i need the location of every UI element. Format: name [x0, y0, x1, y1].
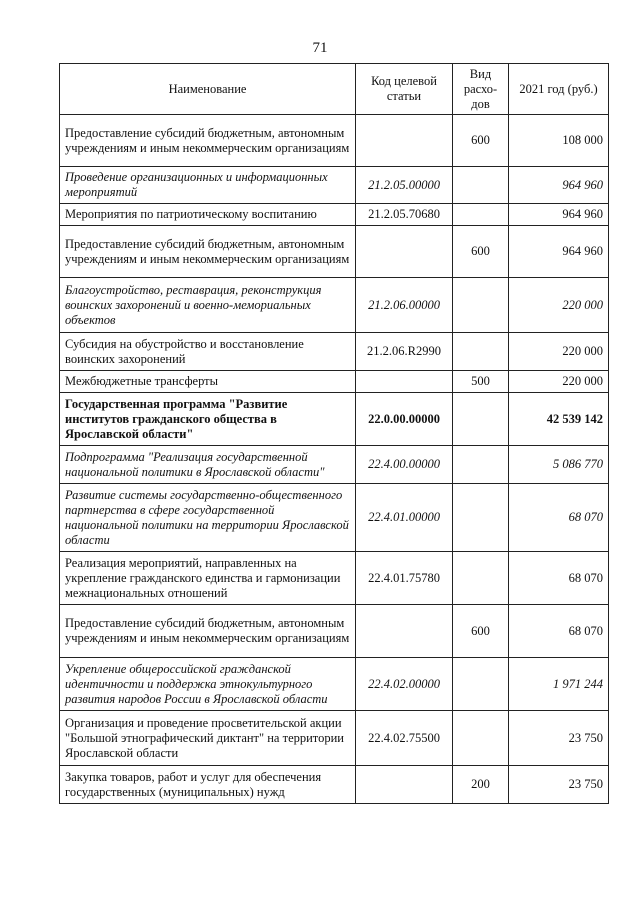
row-name: Предоставление субсидий бюджетным, автономным учреждениям и иным некоммерческим организациям	[60, 605, 356, 658]
row-name: Организация и проведение просветительской акции "Большой этнографический диктант" на территории Ярославской области	[60, 711, 356, 766]
row-amount: 23 750	[509, 766, 609, 804]
row-code: 22.0.00.00000	[356, 393, 453, 446]
table-row	[60, 204, 609, 226]
row-code: 22.4.01.00000	[356, 484, 453, 552]
row-type: 500	[453, 371, 509, 393]
row-amount: 964 960	[509, 167, 609, 204]
row-amount: 964 960	[509, 226, 609, 278]
row-code: 21.2.05.00000	[356, 167, 453, 204]
table-row	[60, 484, 609, 552]
row-name: Развитие системы государственно-общественного партнерства в сфере государственной национальной политики на территории Ярославской области	[60, 484, 356, 552]
row-name: Мероприятия по патриотическому воспитанию	[60, 204, 356, 226]
row-amount: 108 000	[509, 115, 609, 167]
row-amount: 23 750	[509, 711, 609, 766]
row-type	[453, 552, 509, 605]
header-name: Наименование	[60, 64, 356, 115]
row-type	[453, 204, 509, 226]
row-code	[356, 605, 453, 658]
row-amount: 964 960	[509, 204, 609, 226]
row-name: Проведение организационных и информационных мероприятий	[60, 167, 356, 204]
row-type: 200	[453, 766, 509, 804]
header-amount: 2021 год (руб.)	[509, 64, 609, 115]
row-name: Государственная программа "Развитие институтов гражданского общества в Ярославской области"	[60, 393, 356, 446]
row-name: Благоустройство, реставрация, реконструкция воинских захоронений и военно-мемориальных объектов	[60, 278, 356, 333]
row-code	[356, 766, 453, 804]
row-name: Подпрограмма "Реализация государственной национальной политики в Ярославской области"	[60, 446, 356, 484]
page-number: 71	[312, 40, 328, 56]
row-name: Предоставление субсидий бюджетным, автономным учреждениям и иным некоммерческим организациям	[60, 115, 356, 167]
row-type	[453, 167, 509, 204]
header-code: Код целевой статьи	[356, 64, 453, 115]
table-row	[60, 226, 609, 278]
row-type	[453, 278, 509, 333]
row-type	[453, 484, 509, 552]
row-type	[453, 446, 509, 484]
row-code: 22.4.02.75500	[356, 711, 453, 766]
table-row	[60, 393, 609, 446]
table-row	[60, 711, 609, 766]
row-amount: 5 086 770	[509, 446, 609, 484]
row-type	[453, 333, 509, 371]
row-amount: 220 000	[509, 278, 609, 333]
table-row	[60, 371, 609, 393]
row-name: Межбюджетные трансферты	[60, 371, 356, 393]
row-code: 22.4.00.00000	[356, 446, 453, 484]
row-type: 600	[453, 115, 509, 167]
table-row	[60, 605, 609, 658]
table-row	[60, 278, 609, 333]
row-type: 600	[453, 605, 509, 658]
row-amount: 68 070	[509, 552, 609, 605]
header-type: Вид расхо-дов	[453, 64, 509, 115]
row-code	[356, 115, 453, 167]
row-type	[453, 658, 509, 711]
row-name: Реализация мероприятий, направленных на укрепление гражданского единства и гармонизации межнациональных отношений	[60, 552, 356, 605]
table-header-row	[60, 64, 609, 115]
budget-table	[59, 63, 609, 804]
table-row	[60, 446, 609, 484]
table-row	[60, 766, 609, 804]
row-type	[453, 393, 509, 446]
table-row	[60, 115, 609, 167]
row-code	[356, 371, 453, 393]
row-code: 22.4.01.75780	[356, 552, 453, 605]
row-name: Субсидия на обустройство и восстановление воинских захоронений	[60, 333, 356, 371]
row-amount: 220 000	[509, 333, 609, 371]
row-code: 22.4.02.00000	[356, 658, 453, 711]
row-amount: 68 070	[509, 484, 609, 552]
row-code	[356, 226, 453, 278]
table-row	[60, 167, 609, 204]
row-amount: 220 000	[509, 371, 609, 393]
row-code: 21.2.06.R2990	[356, 333, 453, 371]
table-row	[60, 552, 609, 605]
row-type	[453, 711, 509, 766]
row-code: 21.2.06.00000	[356, 278, 453, 333]
row-amount: 1 971 244	[509, 658, 609, 711]
row-amount: 68 070	[509, 605, 609, 658]
table-row	[60, 333, 609, 371]
row-amount: 42 539 142	[509, 393, 609, 446]
table-row	[60, 658, 609, 711]
row-name: Закупка товаров, работ и услуг для обеспечения государственных (муниципальных) нужд	[60, 766, 356, 804]
row-type: 600	[453, 226, 509, 278]
row-name: Укрепление общероссийской гражданской идентичности и поддержка этнокультурного развития народов России в Ярославской области	[60, 658, 356, 711]
row-name: Предоставление субсидий бюджетным, автономным учреждениям и иным некоммерческим организациям	[60, 226, 356, 278]
row-code: 21.2.05.70680	[356, 204, 453, 226]
